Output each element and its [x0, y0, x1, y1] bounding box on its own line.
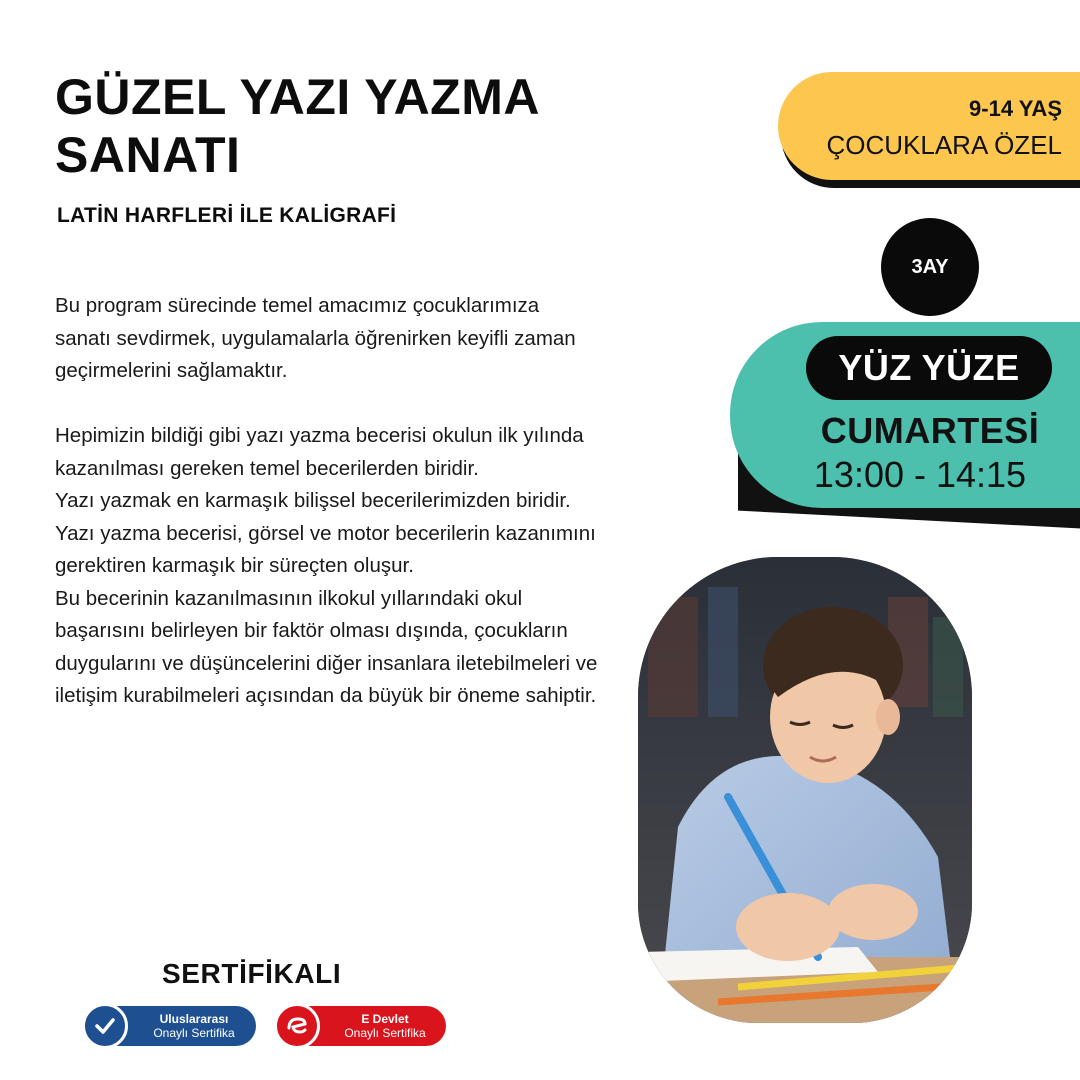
description-paragraph: Yazı yazma becerisi, görsel ve motor becerilerin kazanımını gerektiren karmaşık bir süreçten oluşur. [55, 521, 596, 577]
badge-title: E Devlet [361, 1012, 409, 1026]
age-range: 9-14 YAŞ [969, 96, 1062, 121]
description-paragraph: Yazı yazmak en karmaşık bilişsel becerilerimizden biridir. [55, 489, 571, 512]
title-line-2: SANATI [55, 127, 241, 183]
child-writing-photo [638, 557, 972, 1023]
duration-badge: 3AY [881, 218, 979, 316]
description [55, 290, 600, 713]
page-title [55, 68, 615, 184]
schedule-block [730, 322, 1080, 508]
schedule-time: 13:00 - 14:15 [813, 454, 1027, 495]
badge-title: Uluslararası [159, 1012, 229, 1026]
page-subtitle: LATİN HARFLERİ İLE KALİGRAFİ [57, 204, 397, 227]
badge-subtitle: Onaylı Sertifika [153, 1026, 235, 1040]
check-icon [82, 1003, 128, 1049]
description-paragraph: Bu program sürecinde temel amacımız çocuklarımıza sanatı sevdirmek, uygulamalarla öğrenirken keyifli zaman geçirmelerini sağlamaktır. [55, 294, 576, 382]
mode-badge: YÜZ YÜZE [806, 336, 1052, 400]
age-pill [778, 72, 1080, 180]
certificate-heading: SERTİFİKALI [162, 958, 342, 989]
description-paragraph: Hepimizin bildiği gibi yazı yazma becerisi okulun ilk yılında kazanılması gereken temel becerilerden biridir. [55, 424, 584, 480]
schedule-day: CUMARTESİ [820, 410, 1040, 451]
description-paragraph: Bu becerinin kazanılmasının ilkokul yıllarındaki okul başarısını belirleyen bir faktör olması dışında, çocukların duygularını ve düşüncelerini diğer insanlara iletebilmeleri ve iletişim kurabilmeleri açısından da büyük bir öneme sahiptir. [55, 586, 598, 707]
title-line-1: GÜZEL YAZI YAZMA [55, 69, 540, 125]
badge-subtitle: Onaylı Sertifika [344, 1026, 426, 1040]
audience-label: ÇOCUKLARA ÖZEL [826, 130, 1062, 160]
edevlet-logo-icon [274, 1003, 320, 1049]
